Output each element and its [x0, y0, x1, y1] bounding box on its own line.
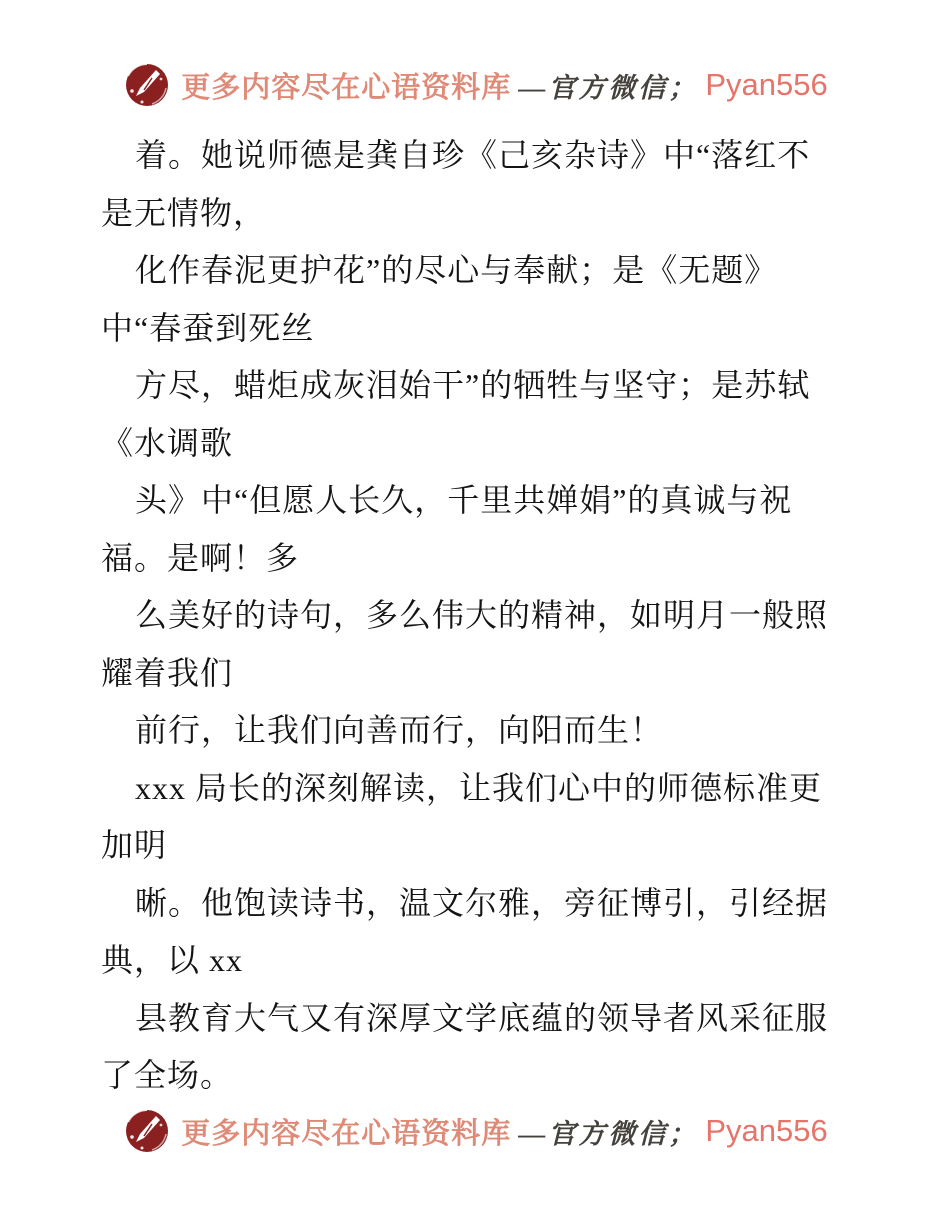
watermark-brand-text: 更多内容尽在心语资料库: [181, 1117, 512, 1150]
doc-line: 中“春蚕到死丝: [101, 309, 315, 346]
doc-line: 前行，让我们向善而行，向阳而生！: [135, 712, 664, 748]
doc-line: 典，以 xx: [101, 942, 244, 978]
doc-line: xxx 局长的深刻解读，让我们心中的师德标准更: [135, 769, 823, 806]
watermark-brand-text: 更多内容尽在心语资料库: [181, 71, 512, 104]
document-text-block: [101, 127, 871, 1105]
watermark-wechat-label: —官方微信；: [518, 1118, 699, 1149]
doc-line: 是无情物，: [101, 194, 267, 231]
doc-line: 头》中“但愿人长久，千里共婵娟”的真诚与祝: [135, 482, 793, 518]
watermark-wechat-label: —官方微信；: [518, 72, 699, 103]
doc-line: 着。她说师德是龚自珍《己亥杂诗》中“落红不: [135, 137, 811, 173]
pen-nib-seal-icon: [122, 60, 172, 110]
doc-line: 耀着我们: [101, 654, 234, 691]
doc-line: 县教育大气又有深厚文学底蕴的领导者风采征服: [135, 999, 829, 1036]
doc-line: 加明: [101, 827, 168, 863]
watermark-wechat-id: Pyan556: [705, 67, 828, 102]
doc-line: 晰。他饱读诗书，温文尔雅，旁征博引，引经据: [135, 884, 829, 921]
doc-line: 福。是啊！多: [101, 539, 300, 576]
footer-watermark: [0, 1106, 950, 1156]
doc-line: 了全场。: [101, 1057, 234, 1093]
doc-line: 么美好的诗句，多么伟大的精神，如明月一般照: [135, 597, 829, 633]
pen-nib-seal-icon: [122, 1106, 172, 1156]
doc-line: 方尽，蜡炬成灰泪始干”的牺牲与坚守；是苏轼: [135, 367, 811, 403]
doc-line: 化作春泥更护花”的尽心与奉献；是《无题》: [135, 252, 778, 288]
doc-line: 《水调歌: [101, 424, 234, 461]
watermark-wechat-id: Pyan556: [705, 1113, 828, 1148]
header-watermark: [0, 60, 950, 110]
